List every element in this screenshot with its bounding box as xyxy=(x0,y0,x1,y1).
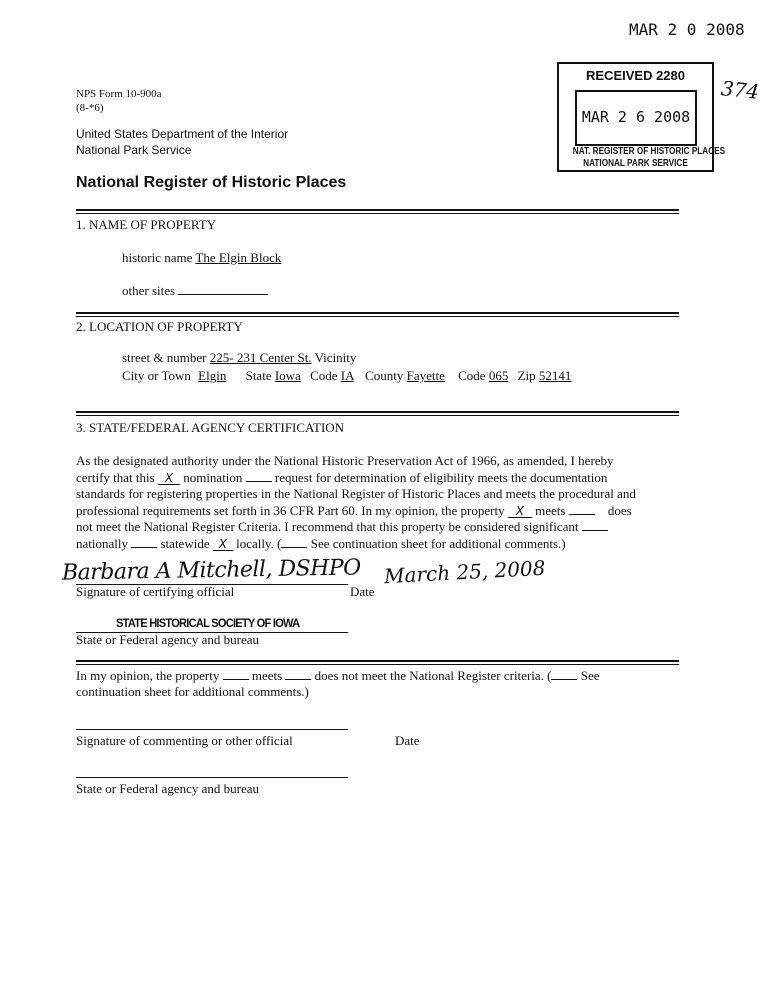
cert-text: request for determination of eligibility meets the documentation xyxy=(274,470,608,485)
cert-text: See continuation sheet for additional comments.) xyxy=(310,536,566,551)
received-date: MAR 2 6 2008 xyxy=(581,108,691,126)
cert-line-3: standards for registering properties in the National Register of Historic Places and meets the procedural and xyxy=(76,486,636,501)
cert-text: nomination xyxy=(183,470,243,485)
department: United States Department of the Interior xyxy=(76,127,289,141)
commenting-label: Signature of commenting or other official xyxy=(76,733,293,748)
city-row xyxy=(122,368,571,384)
opinion-line-1 xyxy=(76,668,600,684)
street-row xyxy=(122,350,356,366)
city-value: Elgin xyxy=(198,368,227,383)
nationally-blank xyxy=(131,536,157,548)
form-revision: (8-*6) xyxy=(76,102,104,114)
historic-name-label: historic name xyxy=(122,250,193,265)
meets-blank xyxy=(223,668,249,680)
historic-name-row xyxy=(122,250,281,266)
handwritten-signature: Barbara A Mitchell, DSHPO xyxy=(61,555,361,586)
see-blank xyxy=(551,668,577,680)
date-label: Date xyxy=(350,584,375,599)
state-value: Iowa xyxy=(274,368,301,383)
signature-label: Signature of certifying official xyxy=(76,584,235,599)
cert-line-6 xyxy=(76,536,566,552)
meets-check-mark: X xyxy=(508,505,532,518)
cert-line-4 xyxy=(76,503,632,519)
opinion-text: See xyxy=(580,668,600,683)
street-label: street & number xyxy=(122,350,207,365)
cert-text: statewide xyxy=(160,536,210,551)
state-label: State xyxy=(245,368,272,383)
code-label: Code xyxy=(310,368,338,383)
received-label: RECEIVED 2280 xyxy=(586,68,685,83)
cert-line-2 xyxy=(76,470,607,486)
received-date-box xyxy=(575,90,697,146)
cert-line-5 xyxy=(76,519,608,535)
received-stamp xyxy=(557,62,726,172)
other-sites-blank xyxy=(178,283,268,295)
street-value: 225- 231 Center St. xyxy=(209,350,312,365)
agency-label: State or Federal agency and bureau xyxy=(76,632,260,647)
commenting-agency-label: State or Federal agency and bureau xyxy=(76,781,260,796)
register-line-2: NATIONAL PARK SERVICE xyxy=(583,158,688,169)
commenting-agency-line xyxy=(76,777,348,778)
section1-heading: 1. NAME OF PROPERTY xyxy=(76,217,217,232)
commenting-date-label: Date xyxy=(395,733,420,748)
agency-stamp: STATE HISTORICAL SOCIETY OF IOWA xyxy=(116,616,300,630)
other-sites-label: other sites xyxy=(122,283,176,298)
service: National Park Service xyxy=(76,143,192,157)
vicinity-label: Vicinity xyxy=(314,350,357,365)
section-rule xyxy=(76,209,679,214)
opinion-text: In my opinion, the property xyxy=(76,668,220,683)
top-date-stamp: MAR 2 0 2008 xyxy=(629,20,745,39)
statewide-check-mark: X xyxy=(213,538,233,551)
form-number: NPS Form 10-900a xyxy=(76,88,162,100)
county-value: Fayette xyxy=(406,368,445,383)
cert-text: meets xyxy=(535,503,566,518)
county-code-label: Code xyxy=(458,368,486,383)
section-rule xyxy=(76,312,679,317)
opinion-text: does not meet the National Register criteria. ( xyxy=(314,668,552,683)
zip-label: Zip xyxy=(517,368,536,383)
section-rule xyxy=(76,411,679,416)
section-rule xyxy=(76,660,679,665)
cert-text: nationally xyxy=(76,536,128,551)
city-label: City or Town xyxy=(122,368,191,383)
nomination-check-mark: X xyxy=(158,472,180,485)
cert-text: does xyxy=(607,503,632,518)
opinion-line-2: continuation sheet for additional comments.) xyxy=(76,684,309,699)
code-value: IA xyxy=(340,368,354,383)
does-not-meet-blank xyxy=(569,503,595,515)
zip-value: 52141 xyxy=(538,368,572,383)
register-line-1: NAT. REGISTER OF HISTORIC PLACES xyxy=(572,146,726,157)
historic-name-value: The Elgin Block xyxy=(195,250,282,265)
section3-heading: 3. STATE/FEDERAL AGENCY CERTIFICATION xyxy=(76,420,345,435)
cert-text: not meet the National Register Criteria. I recommend that this property be considered significant xyxy=(76,519,579,534)
continuation-blank xyxy=(281,536,307,548)
significant-blank xyxy=(582,519,608,531)
county-label: County xyxy=(365,368,404,383)
request-blank xyxy=(246,470,272,482)
not-meet-blank xyxy=(285,668,311,680)
handwritten-number: 374 xyxy=(719,76,761,104)
page-title: National Register of Historic Places xyxy=(76,174,347,191)
cert-text: certify that this xyxy=(76,470,155,485)
other-sites-row xyxy=(122,283,268,299)
handwritten-date: March 25, 2008 xyxy=(383,555,546,589)
section2-heading: 2. LOCATION OF PROPERTY xyxy=(76,319,243,334)
cert-text: professional requirements set forth in 36 CFR Part 60. In my opinion, the property xyxy=(76,503,505,518)
opinion-text: meets xyxy=(251,668,283,683)
county-code-value: 065 xyxy=(488,368,509,383)
cert-line-1: As the designated authority under the National Historic Preservation Act of 1966, as amended, I hereby xyxy=(76,453,614,468)
cert-text: locally. ( xyxy=(236,536,282,551)
commenting-signature-line xyxy=(76,729,348,730)
